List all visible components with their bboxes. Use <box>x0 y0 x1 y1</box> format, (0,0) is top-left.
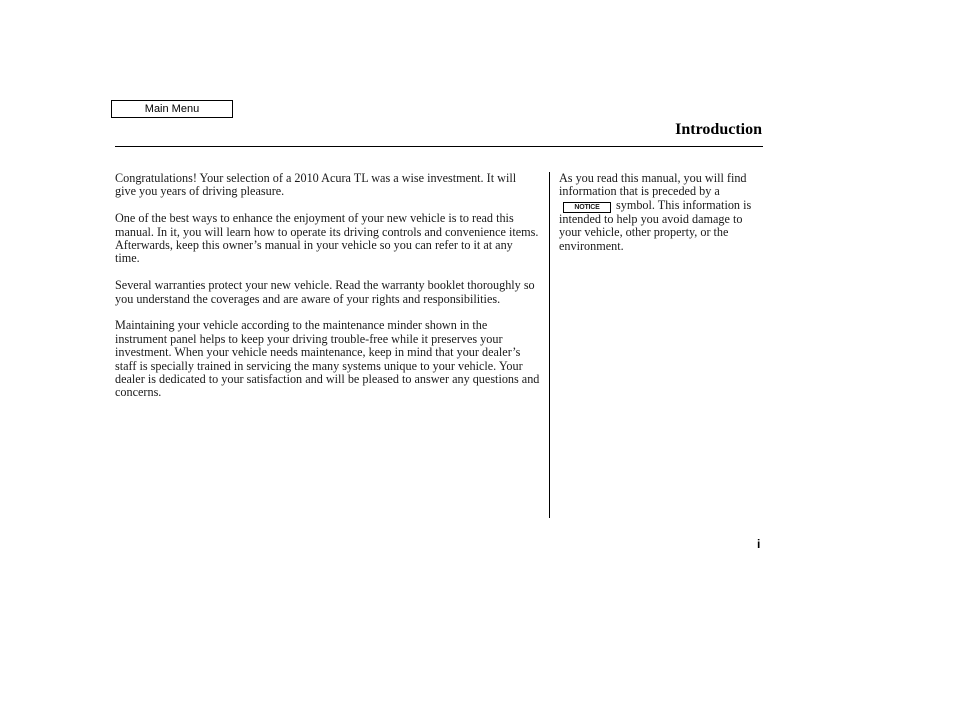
paragraph-congratulations: Congratulations! Your selection of a 2010 Acura TL was a wise investment. It will give you years of driving pleasure. <box>115 171 517 199</box>
notice-symbol-badge: NOTICE <box>563 202 611 213</box>
paragraph-read-manual: One of the best ways to enhance the enjoyment of your new vehicle is to read this manual. In it, you will learn how to operate its driving controls and convenience items. Afterwards, keep this owner’s manual in your vehicle so you can refer to it at any time. <box>115 211 539 266</box>
column-divider <box>549 172 550 518</box>
main-menu-button[interactable]: Main Menu <box>111 100 233 118</box>
right-column <box>559 172 764 253</box>
header-divider <box>115 146 763 147</box>
paragraph-warranties: Several warranties protect your new vehicle. Read the warranty booklet thoroughly so you understand the coverages and are aware of your rights and responsibilities. <box>115 278 535 306</box>
notice-explanation <box>559 172 764 253</box>
page-number: i <box>757 537 761 551</box>
left-column <box>115 172 540 413</box>
notice-text-before: As you read this manual, you will find information that is preceded by a <box>559 171 747 199</box>
notice-text-after: symbol. This information is intended to help you avoid damage to your vehicle, other property, or the environment. <box>559 197 752 253</box>
paragraph-maintenance: Maintaining your vehicle according to the maintenance minder shown in the instrument panel helps to keep your driving trouble-free while it preserves your investment. When your vehicle needs maintenance, keep in mind that your dealer’s staff is specially trained in servicing the many systems unique to your vehicle. Your dealer is dedicated to your satisfaction and will be pleased to answer any questions and concerns. <box>115 318 540 400</box>
page-title: Introduction <box>675 121 762 138</box>
